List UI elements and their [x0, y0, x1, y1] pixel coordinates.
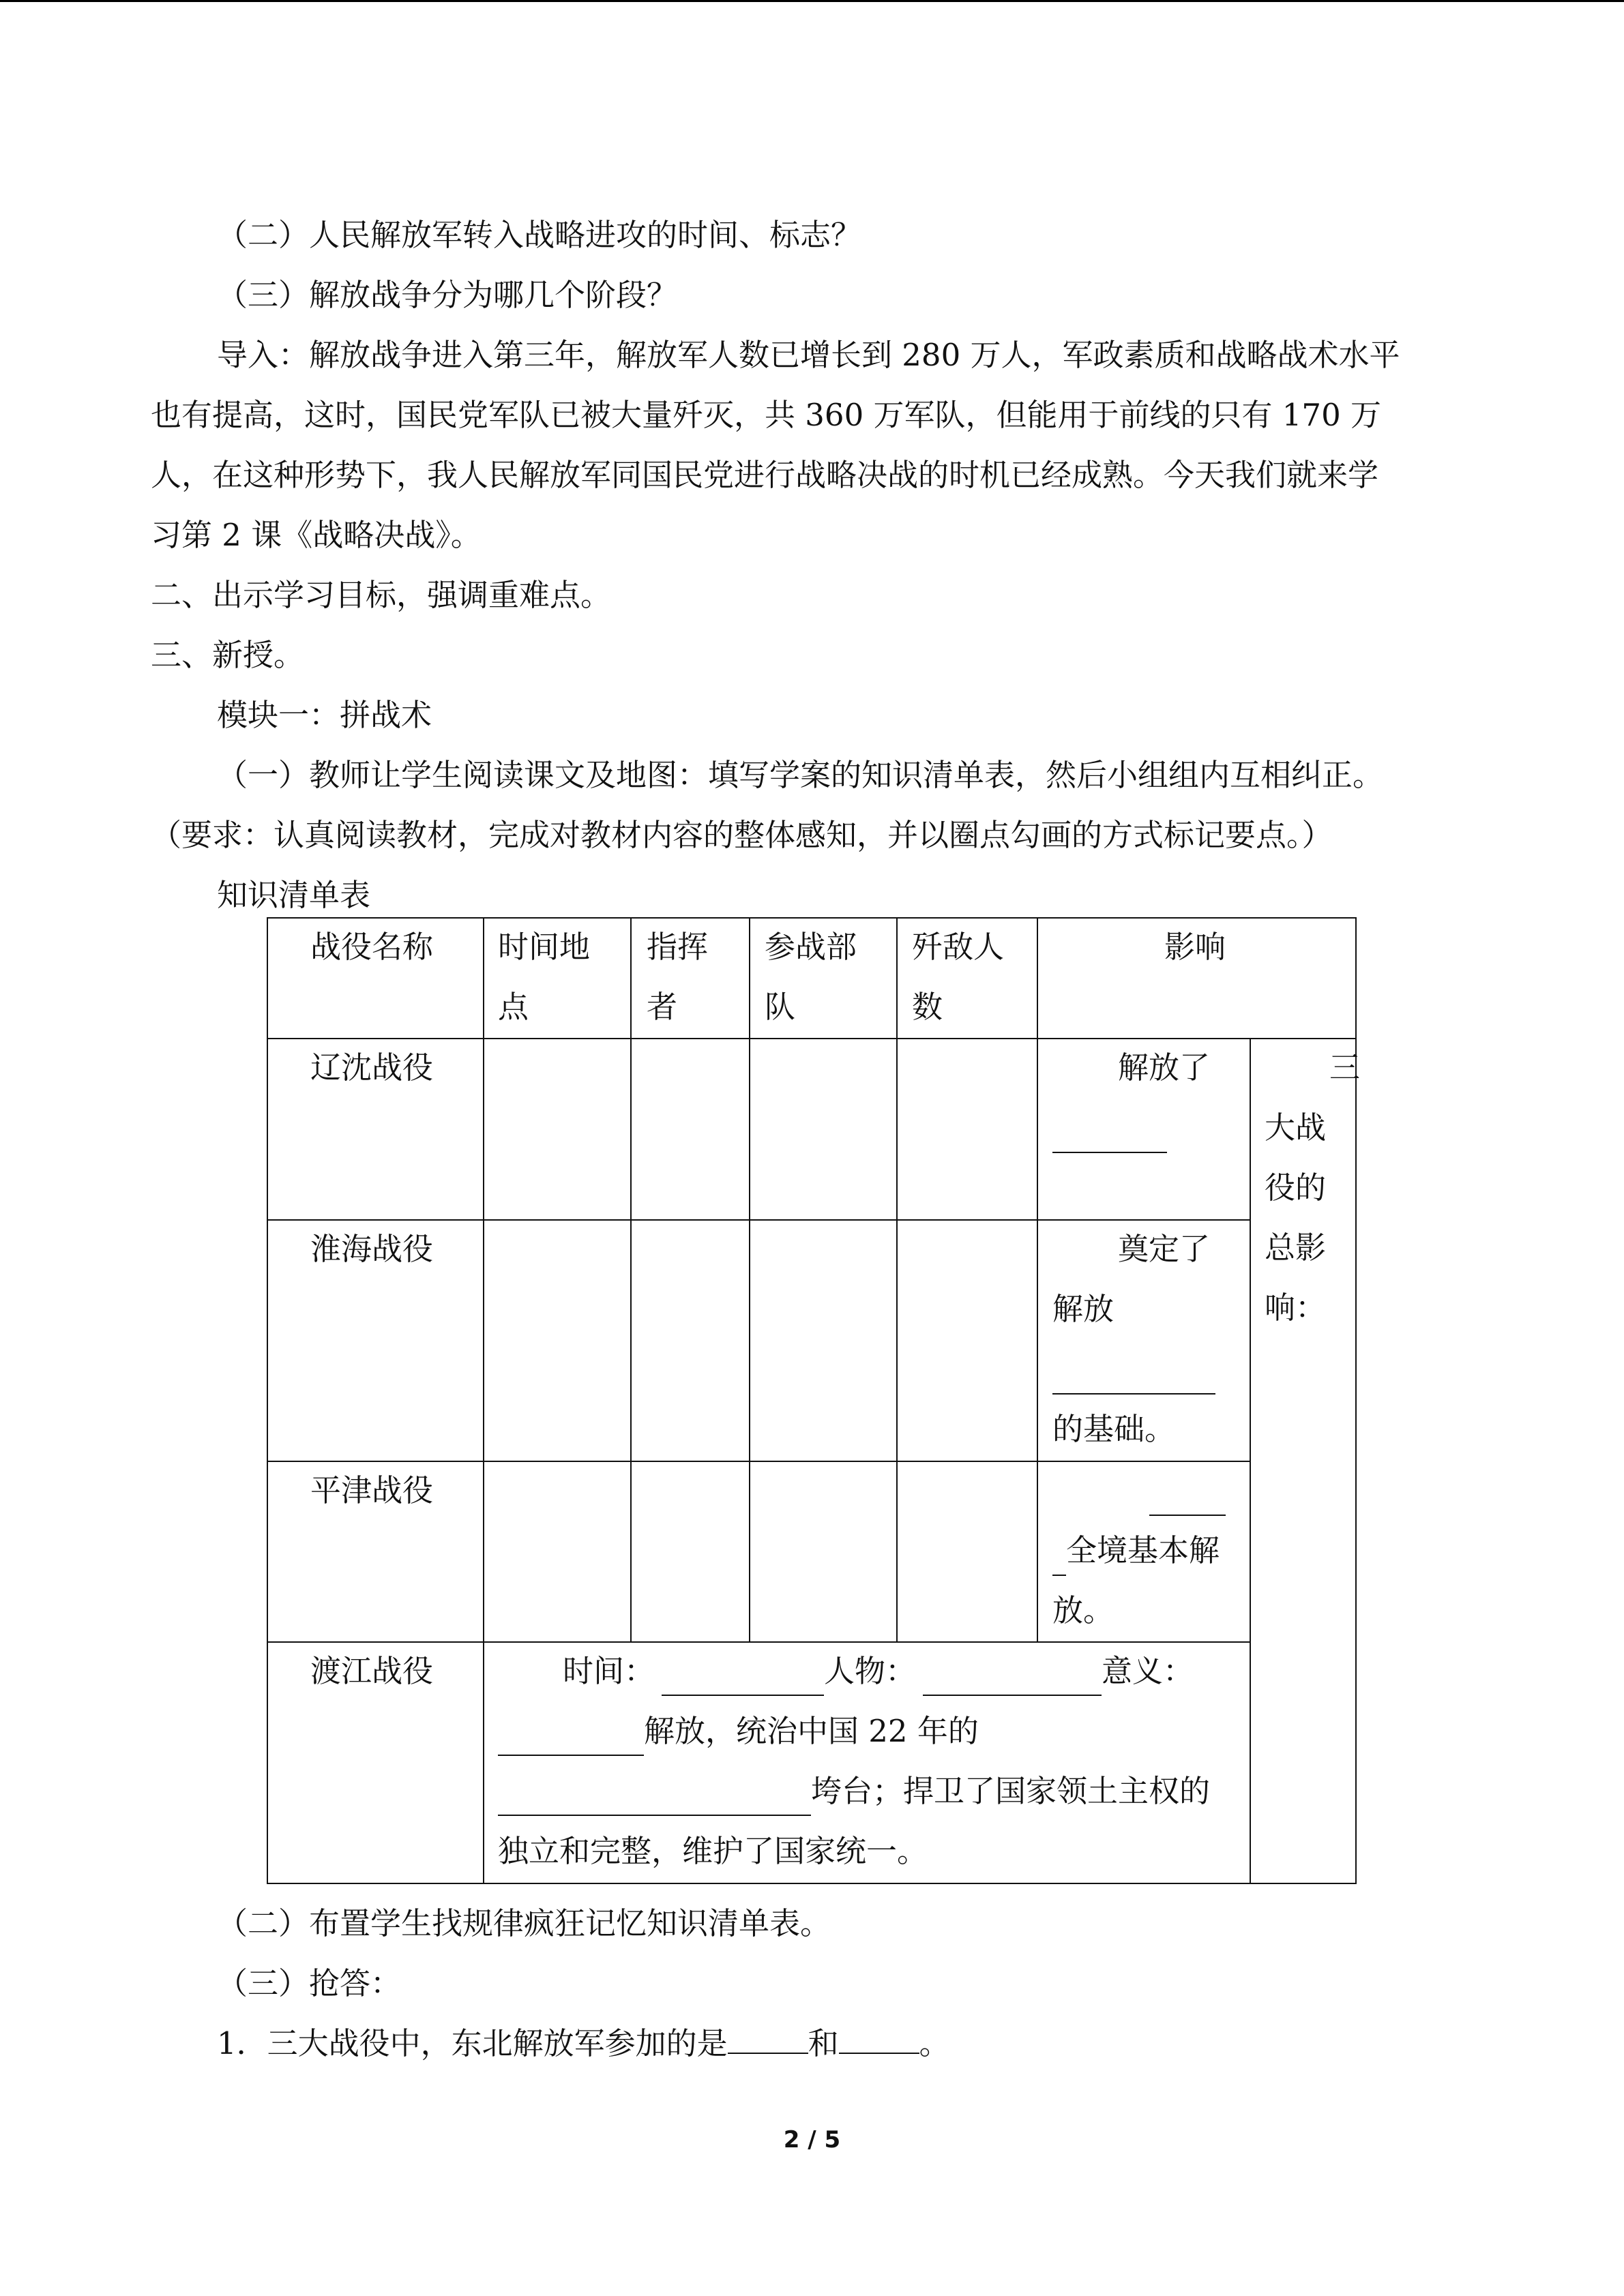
- pingjin-impact-1: 全境基本解: [1066, 1532, 1220, 1568]
- dujiang-line-3: 垮台；捍卫了国家领土主权的: [811, 1773, 1211, 1809]
- total-impact-4: 总影: [1265, 1229, 1327, 1266]
- table-line: [1037, 917, 1038, 1641]
- page-top-border: [0, 0, 1624, 2]
- battle-liaoshen: 辽沈战役: [310, 1049, 434, 1086]
- table-line: [630, 917, 632, 1641]
- table-line: [896, 917, 898, 1641]
- quiz-blank-2: [839, 2028, 919, 2054]
- header-impact: 影响: [1164, 929, 1226, 965]
- task-1: （一）教师让学生阅读课文及地图：填写学案的知识清单表，然后小组组内互相纠正。: [217, 757, 1384, 793]
- intro-line-2: 也有提高，这时，国民党军队已被大量歼灭，共 360 万军队，但能用于前线的只有 170 万: [151, 397, 1382, 433]
- table-title: 知识清单表: [217, 877, 371, 913]
- huaihai-impact-1: 奠定了: [1118, 1231, 1211, 1267]
- battle-dujiang: 渡江战役: [310, 1653, 434, 1689]
- header-battle-name: 战役名称: [310, 929, 434, 965]
- liaoshen-impact: 解放了: [1118, 1049, 1211, 1086]
- pingjin-blank-cont: [1052, 1550, 1066, 1576]
- table-line: [267, 917, 268, 1884]
- dujiang-person-label: 人物：: [824, 1653, 917, 1689]
- header-commander: 指挥: [647, 929, 709, 965]
- total-impact-1: 三: [1329, 1049, 1361, 1086]
- total-impact-2: 大战: [1265, 1109, 1327, 1146]
- dujiang-time-blank: [662, 1670, 824, 1696]
- header-enemies-killed: 歼敌人: [912, 929, 1005, 965]
- huaihai-blank: [1052, 1369, 1215, 1395]
- huaihai-impact-3: 的基础。: [1052, 1411, 1176, 1447]
- intro-line-3: 人，在这种形势下，我人民解放军同国民党进行战略决战的时机已经成熟。今天我们就来学: [151, 457, 1379, 493]
- pingjin-blank: [1149, 1490, 1226, 1516]
- header-troops: 参战部: [765, 929, 857, 965]
- section-2-heading: 二、出示学习目标，强调重难点。: [151, 577, 612, 613]
- quiz-blank-1: [728, 2028, 808, 2054]
- task-3: （三）抢答：: [217, 1965, 402, 2001]
- quiz-question-1-end: 。: [919, 2025, 950, 2061]
- table-line: [267, 1883, 1357, 1884]
- task-1-requirement: （要求：认真阅读教材，完成对教材内容的整体感知，并以圈点勾画的方式标记要点。）: [151, 817, 1333, 853]
- header-time-place-cont: 点: [498, 989, 529, 1025]
- total-impact-3: 役的: [1265, 1169, 1327, 1206]
- intro-line-4: 习第 2 课《战略决战》。: [151, 517, 482, 553]
- task-2: （二）布置学生找规律疯狂记忆知识清单表。: [217, 1905, 831, 1941]
- pingjin-impact-2: 放。: [1052, 1592, 1114, 1628]
- dujiang-line-4: 独立和完整，维护了国家统一。: [498, 1833, 928, 1869]
- quiz-question-1-text: 1．三大战役中，东北解放军参加的是: [217, 2025, 728, 2061]
- question-3: （三）解放战争分为哪几个阶段？: [217, 277, 678, 313]
- header-commander-cont: 者: [647, 989, 678, 1025]
- quiz-question-1: [217, 2014, 950, 2074]
- table-line: [483, 917, 484, 1884]
- dujiang-person-blank: [923, 1670, 1102, 1696]
- header-time-place: 时间地: [498, 929, 591, 965]
- liaoshen-blank: [1052, 1127, 1167, 1153]
- dujiang-meaning-label: 意义：: [1102, 1653, 1194, 1689]
- dujiang-time-label: 时间：: [563, 1653, 655, 1689]
- battle-huaihai: 淮海战役: [310, 1231, 434, 1267]
- page-number: 2 / 5: [783, 2126, 841, 2153]
- header-troops-cont: 队: [765, 989, 796, 1025]
- section-3-heading: 三、新授。: [151, 637, 305, 673]
- table-line: [749, 917, 750, 1641]
- header-enemies-killed-cont: 数: [912, 989, 943, 1025]
- module-1-heading: 模块一：拼战术: [217, 697, 432, 733]
- battle-pingjin: 平津战役: [310, 1472, 434, 1508]
- quiz-question-1-and: 和: [808, 2025, 839, 2061]
- question-2: （二）人民解放军转入战略进攻的时间、标志？: [217, 217, 862, 253]
- dujiang-meaning-blank-1: [498, 1730, 644, 1756]
- intro-line-1: 导入：解放战争进入第三年，解放军人数已增长到 280 万人，军政素质和战略战术水平: [217, 337, 1400, 373]
- total-impact-5: 响：: [1265, 1289, 1327, 1326]
- huaihai-impact-2: 解放: [1052, 1291, 1114, 1327]
- knowledge-table: [267, 917, 1361, 1884]
- table-line: [1250, 1038, 1251, 1884]
- dujiang-line-2: 解放，统治中国 22 年的: [644, 1713, 979, 1749]
- dujiang-meaning-blank-2: [498, 1790, 811, 1816]
